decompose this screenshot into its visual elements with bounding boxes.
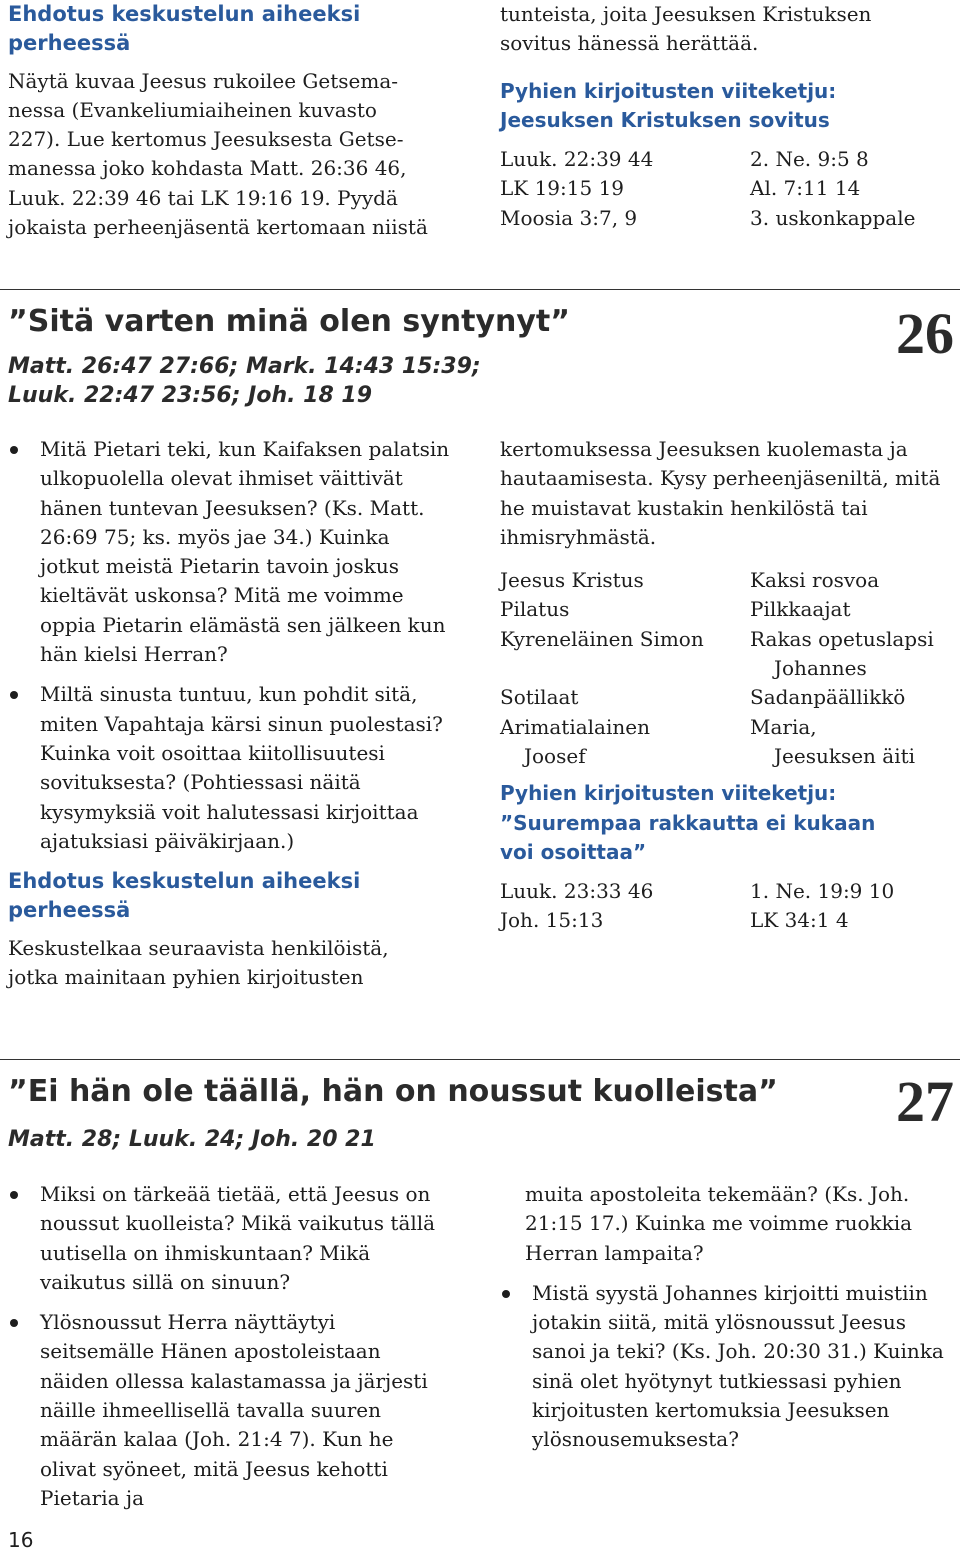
scripture-refs — [500, 877, 950, 936]
top-right-paragraph — [500, 0, 950, 59]
lesson-26-right-column — [500, 435, 950, 936]
scripture-chain-heading — [500, 779, 950, 867]
top-left-column — [8, 0, 468, 242]
discussion-question-continued: muita apostoleita tekemään? (Ks. Joh. 21:15 17.) Kuinka me voimme ruokkia Herran lampaita? — [525, 1182, 913, 1265]
scripture-ref: 1. Ne. 19:9 10 — [750, 879, 895, 904]
scripture-ref: Joh. 15:13 — [500, 908, 604, 933]
scripture-ref: 2. Ne. 9:5 8 — [750, 147, 869, 172]
discussion-question: Miltä sinusta tuntuu, kun pohdit sitä, miten Vapahtaja kärsi sinun puolestasi? Kuinka voit osoittaa kiitollisuutesi sovituksesta? (Pohtiessasi näitä kysymyksiä voit halutessasi kirjoittaa ajatuksiasi päiväkirjaan.) — [8, 680, 453, 856]
scripture-chain-heading-line: ”Suurempaa rakkautta ei kukaan — [500, 810, 876, 835]
lesson-27-references: Matt. 28; Luuk. 24; Joh. 20 21 — [8, 1127, 376, 1152]
person-name: Rakas opetuslapsi — [750, 626, 934, 651]
top-right-column — [500, 0, 950, 233]
family-discussion-heading: Ehdotus keskustelun aiheeksi perheessä — [8, 2, 361, 56]
lesson-26-title-text: Sitä varten minä olen syntynyt — [27, 304, 551, 339]
lesson-26-left-column — [8, 435, 453, 992]
family-discussion-continued: kertomuksessa Jeesuksen kuolemasta ja hautaamisesta. Kysy perheenjäseniltä, mitä he muistavat kustakin henkilöstä tai ihmisryhmästä. — [500, 437, 941, 549]
scripture-ref: Luuk. 23:33 46 — [500, 879, 654, 904]
person-name: Sadanpäällikkö — [750, 685, 906, 710]
family-discussion-text: Keskustelkaa seuraavista henkilöistä, jotka mainitaan pyhien kirjoitusten — [8, 935, 389, 990]
scripture-chain-heading-text: Suurempaa rakkautta ei kukaan — [513, 810, 876, 835]
scripture-ref: 3. uskonkappale — [750, 205, 916, 230]
section-divider — [0, 1059, 960, 1060]
reference-line: Matt. 26:47 27:66; Mark. 14:43 15:39; — [8, 354, 481, 379]
discussion-question: Mistä syystä Johannes kirjoitti muistiin jotakin siitä, mitä ylösnoussut Jeesus sanoi ja teki? (Ks. Joh. 20:30 31.) Kuinka sinä olet hyötynyt tutkiessasi pyhien kirjoitusten kertomuksia Jeesuksen ylösnousemuksesta? — [500, 1279, 955, 1455]
scripture-chain-heading-line: voi osoittaa” — [500, 839, 647, 864]
reference-line: Luuk. 22:47 23:56; Joh. 18 19 — [8, 383, 373, 408]
scripture-ref: Al. 7:11 14 — [750, 176, 861, 201]
discussion-question: Miksi on tärkeää tietää, että Jeesus on noussut kuolleista? Mikä vaikutus tällä uutisella on ihmiskuntaan? Mikä vaikutus sillä on sinuun? — [8, 1180, 453, 1297]
lesson-27-title: ”Ei hän ole täällä, hän on noussut kuolleista” — [8, 1074, 778, 1109]
section-divider — [0, 289, 960, 290]
scripture-chain-heading-line: Pyhien kirjoitusten viiteketju: — [500, 781, 837, 806]
person-name: Pilkkaajat — [750, 597, 851, 622]
text-line: tunteista, joita Jeesuksen Kristuksen — [500, 2, 872, 26]
person-name: Sotilaat — [500, 685, 579, 710]
scripture-ref: LK 34:1 4 — [750, 908, 849, 933]
person-name: Jeesuksen äiti — [774, 743, 916, 768]
family-discussion-heading: Ehdotus keskustelun aiheeksi perheessä — [8, 869, 361, 923]
person-name — [500, 654, 750, 683]
person-name: Pilatus — [500, 597, 570, 622]
text-line: jokaista perheenjäsentä kertomaan niistä — [8, 215, 428, 240]
lesson-27-number: 27 — [896, 1069, 954, 1134]
lesson-27-right-column — [525, 1180, 955, 1466]
person-name: Arimatialainen — [500, 714, 650, 739]
text-line: 227). Lue kertomus Jeesuksesta Getse- — [8, 127, 404, 152]
scripture-ref: Luuk. 22:39 44 — [500, 147, 654, 172]
person-name: Joosef — [524, 743, 586, 768]
scripture-chain-heading-text: voi osoittaa — [500, 839, 633, 864]
scripture-refs — [500, 145, 950, 233]
text-line: sovitus hänessä herättää. — [500, 31, 759, 56]
person-name: Johannes — [774, 656, 867, 681]
person-name: Jeesus Kristus — [500, 568, 644, 593]
person-name: Kyreneläinen Simon — [500, 626, 704, 651]
text-line: nessa (Evankeliumiaiheinen kuvasto — [8, 97, 377, 122]
lesson-26-number: 26 — [896, 301, 954, 366]
text-line: Näytä kuvaa Jeesus rukoilee Getsema- — [8, 68, 399, 93]
scripture-ref: Moosia 3:7, 9 — [500, 205, 638, 230]
page-number: 16 — [8, 1528, 34, 1552]
discussion-question: Ylösnoussut Herra näyttäytyi seitsemälle Hänen apostoleistaan näiden ollessa kalastamassa ja järjesti näille ihmeellisellä tavalla suuren määrän kalaa (Joh. 21:4 7). Kun he olivat syöneet, mitä Jeesus kehotti Pietaria ja — [8, 1308, 453, 1513]
person-name: Kaksi rosvoa — [750, 568, 880, 593]
top-left-paragraph — [8, 67, 468, 243]
scripture-ref: LK 19:15 19 — [500, 176, 625, 201]
lesson-26-title: ”Sitä varten minä olen syntynyt” — [8, 304, 570, 339]
text-line: manessa joko kohdasta Matt. 26:36 46, — [8, 156, 407, 181]
text-line: Luuk. 22:39 46 tai LK 19:16 19. Pyydä — [8, 185, 398, 210]
people-list — [500, 566, 950, 771]
discussion-question: Mitä Pietari teki, kun Kaifaksen palatsin ulkopuolella olevat ihmiset väittivät hänen tuntevan Jeesuksen? (Ks. Matt. 26:69 75; ks. myös jae 34.) Kuinka jotkut meistä Pietarin tavoin joskus kieltävät uskonsa? Mitä me voimme oppia Pietarin elämästä sen jälkeen kun hän kielsi Herran? — [8, 435, 453, 669]
lesson-27-title-text: Ei hän ole täällä, hän on noussut kuolleista — [27, 1074, 759, 1109]
lesson-26-references — [8, 352, 481, 410]
lesson-27-left-column — [8, 1180, 453, 1524]
scripture-chain-heading: Pyhien kirjoitusten viiteketju: Jeesuksen Kristuksen sovitus — [500, 78, 837, 132]
person-name: Maria, — [750, 714, 817, 739]
